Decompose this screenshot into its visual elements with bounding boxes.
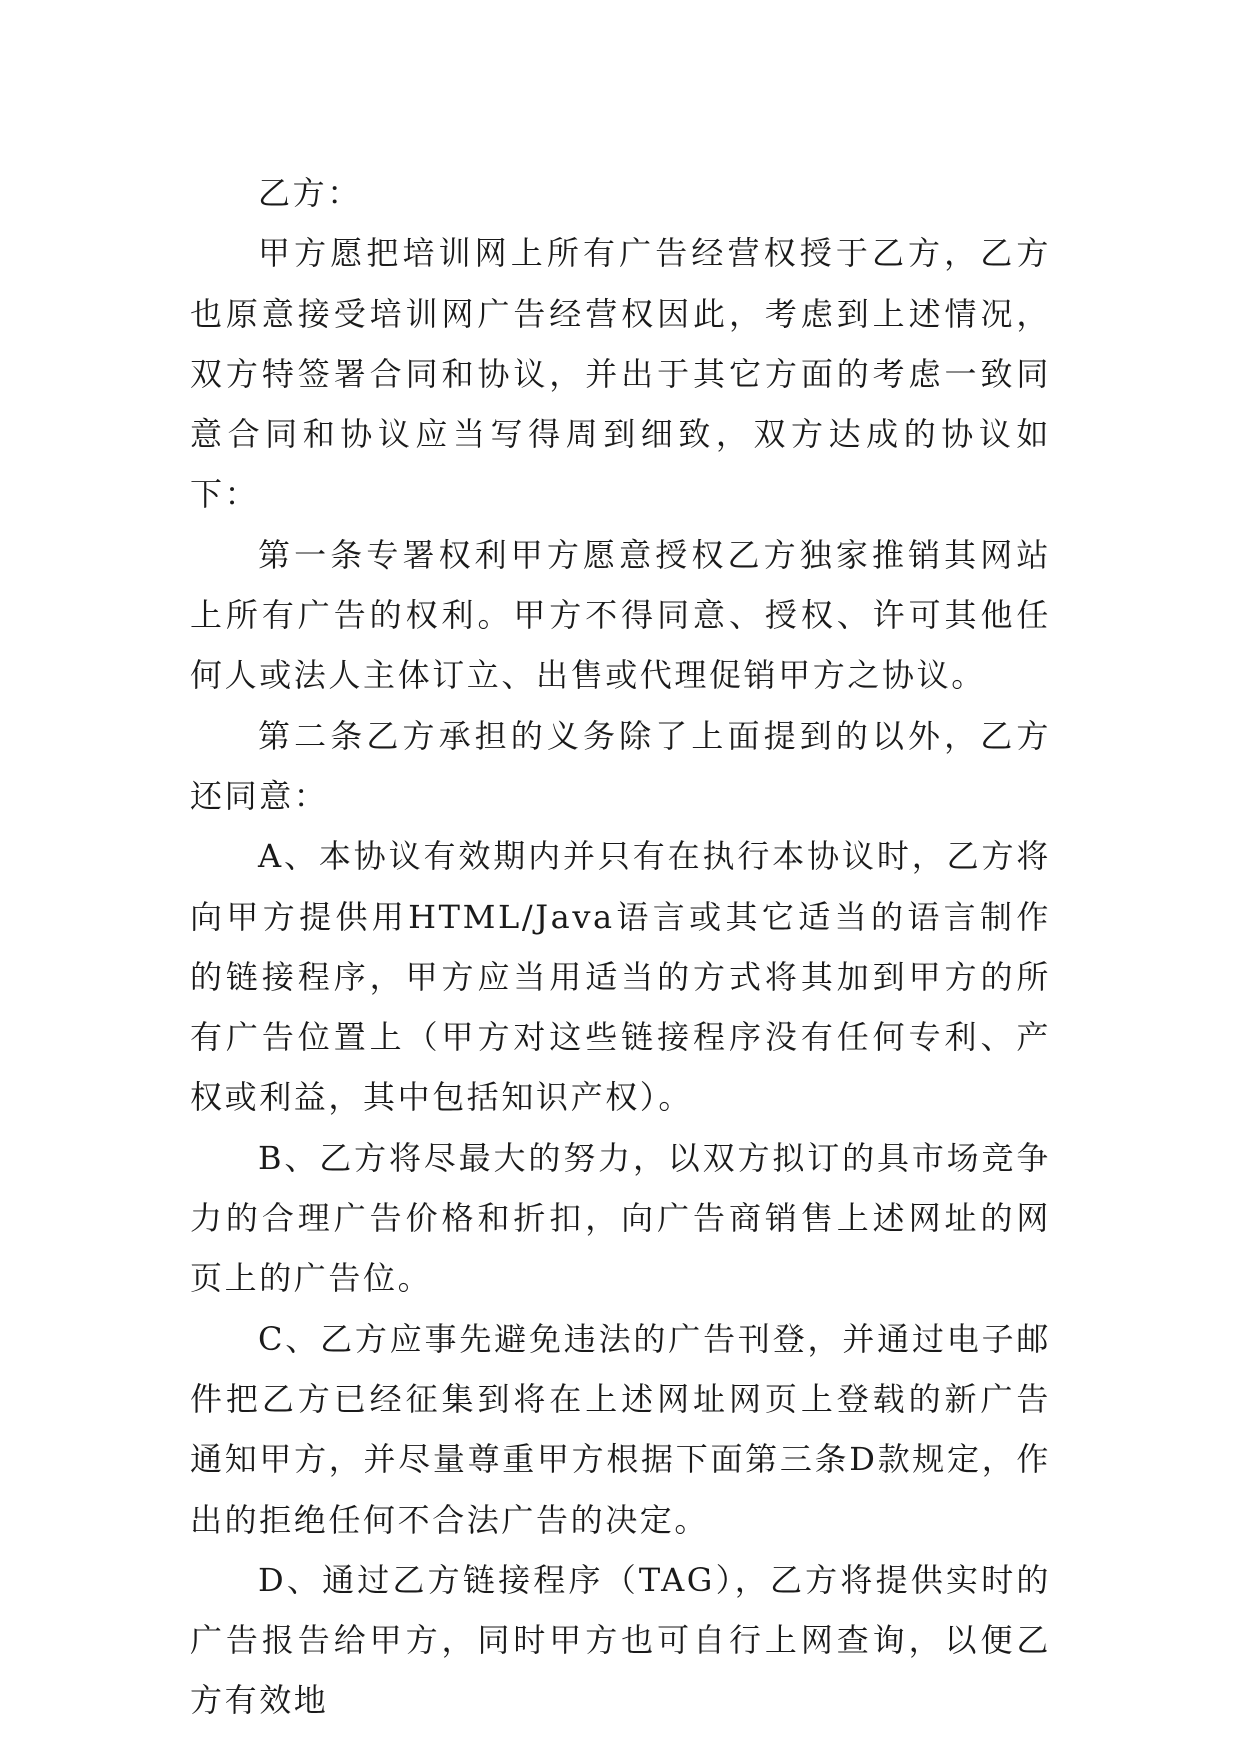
clause-c-paragraph: C、乙方应事先避免违法的广告刊登，并通过电子邮件把乙方已经征集到将在上述网址网页上登载的新广告通知甲方，并尽量尊重甲方根据下面第三条D款规定，作出的拒绝任何不合法广告的决定。 <box>190 1319 1051 1539</box>
document-body <box>190 163 1051 1731</box>
article-1-paragraph: 第一条专署权利甲方愿意授权乙方独家推销其网站上所有广告的权利。甲方不得同意、授权、许可其他任何人或法人主体订立、出售或代理促销甲方之协议。 <box>190 535 1051 695</box>
clause-a-paragraph: A、本协议有效期内并只有在执行本协议时，乙方将向甲方提供用HTML/Java语言或其它适当的语言制作的链接程序，甲方应当用适当的方式将其加到甲方的所有广告位置上（甲方对这些链接程序没有任何专利、产权或利益，其中包括知识产权）。 <box>190 837 1051 1117</box>
preamble-paragraph: 甲方愿把培训网上所有广告经营权授于乙方，乙方也原意接受培训网广告经营权因此，考虑到上述情况，双方特签署合同和协议，并出于其它方面的考虑一致同意合同和协议应当写得周到细致，双方达成的协议如下： <box>190 234 1051 514</box>
clause-d-paragraph: D、通过乙方链接程序（TAG），乙方将提供实时的广告报告给甲方，同时甲方也可自行上网查询，以便乙方有效地 <box>190 1560 1051 1720</box>
article-2-paragraph: 第二条乙方承担的义务除了上面提到的以外，乙方还同意： <box>190 716 1051 815</box>
clause-b-paragraph: B、乙方将尽最大的努力，以双方拟订的具市场竞争力的合理广告价格和折扣，向广告商销售上述网址的网页上的广告位。 <box>190 1138 1051 1298</box>
party-b-label: 乙方： <box>258 174 362 212</box>
